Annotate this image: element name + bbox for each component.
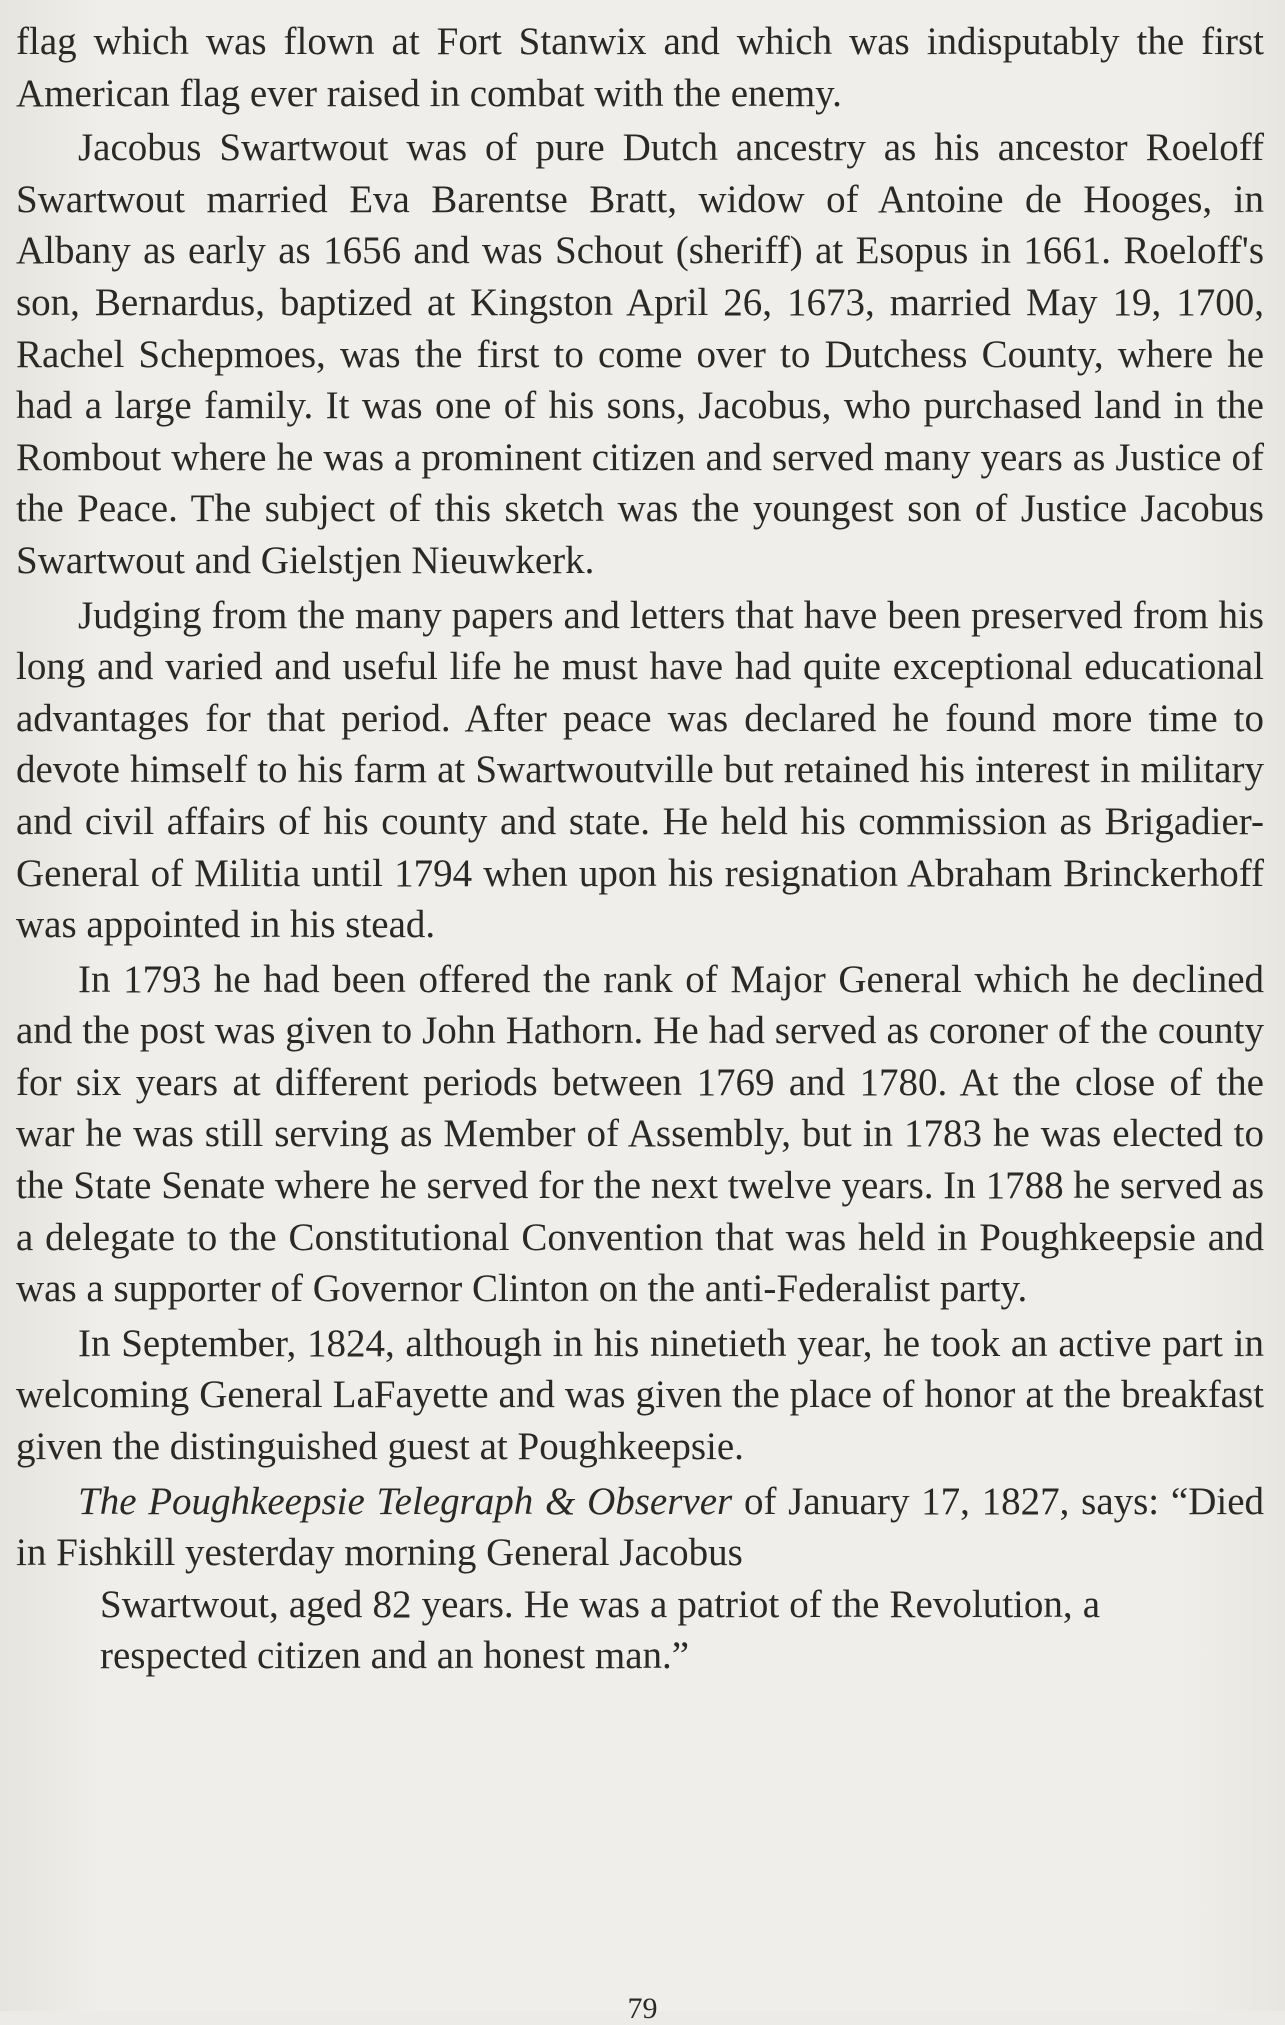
- quote-lead-text: of January 17, 1827, says: “Died in Fishkill yesterday morning General Jacobus: [16, 1479, 1264, 1575]
- quote-body: Swartwout, aged 82 years. He was a patriot of the Revolution, a respected citizen and an honest man.”: [100, 1582, 1100, 1678]
- paragraph-ancestry: Jacobus Swartwout was of pure Dutch ancestry as his ancestor Roeloff Swartwout married Eva Barentse Bratt, widow of Antoine de Hooges, in Albany as early as 1656 and was Schout (sheriff) at Esopus in 1661. Roeloff's son, Bernardus, baptized at Kingston April 26, 1673, married May 19, 1700, Rachel Schepmoes, was the first to come over to Dutchess County, where he had a large family. It was one of his sons, Jacobus, who purchased land in the Rombout where he was a prominent citizen and served many years as Justice of the Peace. The subject of this sketch was the youngest son of Justice Jacobus Swartwout and Gielstjen Nieuwkerk.: [16, 126, 1264, 582]
- body-text: [16, 16, 1264, 1682]
- page-number: 79: [627, 1992, 658, 2025]
- newspaper-title: The Poughkeepsie Telegraph & Observer: [78, 1479, 733, 1523]
- paragraph-public-service: In 1793 he had been offered the rank of Major General which he declined and the post was given to John Hathorn. He had served as coroner of the county for six years at different periods between 1769 and 1780. At the close of the war he was still serving as Member of Assembly, but in 1783 he was elected to the State Senate where he served for the next twelve years. In 1788 he served as a delegate to the Constitutional Convention that was held in Poughkeepsie and was a supporter of Governor Clinton on the anti-Federalist party.: [16, 957, 1264, 1311]
- quote-lead: [16, 1476, 1264, 1579]
- paragraph-lafayette: In September, 1824, although in his ninetieth year, he took an active part in welcoming General LaFayette and was given the place of honor at the breakfast given the distinguished guest at Poughkeepsie.: [16, 1321, 1264, 1469]
- paragraph-education: Judging from the many papers and letters that have been preserved from his long and varied and useful life he must have had quite exceptional educational advantages for that period. After peace was declared he found more time to devote himself to his farm at Swartwoutville but retained his interest in military and civil affairs of his county and state. He held his commission as Brigadier-General of Militia until 1794 when upon his resignation Abraham Brinckerhoff was appointed in his stead.: [16, 593, 1264, 947]
- obituary-quote: [16, 1476, 1264, 1682]
- paragraph-continued: flag which was flown at Fort Stanwix and which was indisputably the first American flag ever raised in combat with the enemy.: [16, 20, 1264, 115]
